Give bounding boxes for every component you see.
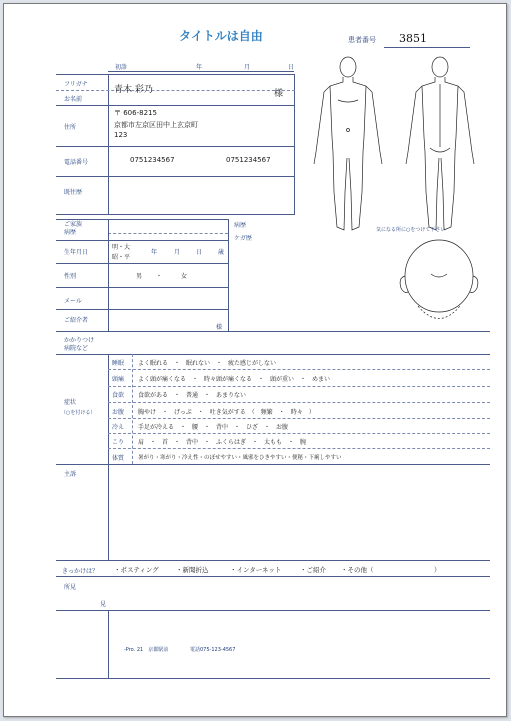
name-value[interactable]: 青木 彩乃 bbox=[114, 85, 153, 95]
name-honorific: 様 bbox=[274, 89, 284, 99]
patient-number[interactable]: 3851 bbox=[399, 32, 427, 45]
name-label: お名前 bbox=[64, 96, 83, 103]
family-history-label: ご家族 bbox=[64, 221, 83, 228]
phone-2[interactable]: 0751234567 bbox=[226, 156, 271, 164]
era-meiji-taisho[interactable]: 明・大 bbox=[112, 244, 131, 251]
birth-age: 歳 bbox=[218, 249, 225, 256]
email-label: メール bbox=[64, 298, 82, 305]
trigger-other[interactable]: ・その他（ bbox=[341, 566, 374, 574]
top-box-border bbox=[56, 74, 295, 75]
history-label: 病歴 bbox=[234, 222, 247, 229]
birthdate-label: 生年月日 bbox=[64, 249, 89, 256]
address-line1[interactable]: 京都市左京区田中上玄京町 bbox=[114, 121, 198, 129]
phone-1[interactable]: 0751234567 bbox=[130, 156, 175, 164]
trigger-internet[interactable]: ・インターネット bbox=[230, 566, 282, 574]
symptom-headache: 頭痛 bbox=[112, 376, 125, 383]
clinic-label: かかりつけ bbox=[64, 337, 95, 344]
first-visit-label: 初診 bbox=[115, 64, 128, 71]
symptom-stiffness: こり bbox=[112, 439, 125, 446]
referrer-label: ご紹介者 bbox=[64, 317, 89, 324]
gender-female[interactable]: 女 bbox=[181, 273, 188, 280]
birth-day: 日 bbox=[196, 249, 203, 256]
footer-company: -Pro. 21 京都駅前 bbox=[124, 647, 169, 653]
symptoms-note: （○を付ける） bbox=[61, 410, 96, 416]
past-history-label: 既往歴 bbox=[64, 189, 83, 196]
symptom-constitution-options[interactable]: 暑がり・寒がり・冷え性・のぼせやすい・風邪をひきやすい・便秘・下痢しやすい bbox=[138, 455, 342, 461]
trigger-label: きっかけは？ bbox=[62, 568, 99, 575]
address-label: 住所 bbox=[64, 124, 77, 131]
trigger-close-paren: ） bbox=[434, 566, 441, 574]
gender-label: 性別 bbox=[64, 273, 77, 280]
phone-label: 電話番号 bbox=[64, 159, 89, 166]
injury-history-label: ケガ歴 bbox=[234, 235, 252, 242]
clinic-label-2: 病院など bbox=[64, 345, 89, 352]
symptom-appetite-options[interactable]: 食欲がある ・ 普通 ・ あまりない bbox=[138, 392, 247, 399]
symptom-sleep: 睡眠 bbox=[112, 360, 125, 367]
first-visit-year: 年 bbox=[196, 64, 203, 71]
gender-male[interactable]: 男 bbox=[136, 273, 143, 280]
symptom-headache-options[interactable]: よく頭が痛くなる ・ 時々頭が痛くなる ・ 頭が重い ・ めまい bbox=[138, 376, 331, 383]
era-showa-heisei[interactable]: 昭・平 bbox=[112, 254, 131, 261]
symptom-stomach: お腹 bbox=[112, 409, 125, 416]
symptom-stiffness-options[interactable]: 肩 ・ 首 ・ 背中 ・ ふくらはぎ ・ 太もも ・ 腕 bbox=[138, 439, 307, 446]
symptom-cold-options[interactable]: 手足が冷える ・ 腰 ・ 背中 ・ ひざ ・ お腹 bbox=[138, 424, 289, 431]
symptom-stomach-options[interactable]: 胸やけ ・ げっぷ ・ 吐き気がする （ 頻繁 ・ 時々 ） bbox=[138, 409, 315, 416]
diagram-caption: 気になる所に○をつけて下さい bbox=[376, 227, 446, 233]
referrer-suffix: 様 bbox=[216, 324, 223, 331]
body-diagram-icon[interactable] bbox=[300, 52, 490, 237]
chief-complaint-label: 主訴 bbox=[64, 471, 77, 478]
form-title: タイトルは自由 bbox=[179, 29, 263, 43]
clinic-intake-form bbox=[3, 3, 507, 717]
head-diagram-icon[interactable] bbox=[396, 236, 482, 326]
symptom-sleep-options[interactable]: よく眠れる ・ 眠れない ・ 疲た感じがしない bbox=[138, 360, 277, 367]
symptom-appetite: 食欲 bbox=[112, 392, 125, 399]
gender-sep: ・ bbox=[156, 273, 163, 280]
symptom-constitution: 体質 bbox=[112, 455, 125, 462]
first-visit-day: 日 bbox=[288, 64, 295, 71]
findings-label: 所見 bbox=[64, 584, 77, 591]
postal-code[interactable]: 〒 606-8215 bbox=[114, 109, 157, 117]
family-history-label-2: 病歴 bbox=[64, 229, 77, 236]
symptom-cold: 冷え bbox=[112, 424, 125, 431]
birth-month: 月 bbox=[174, 249, 181, 256]
trigger-newspaper[interactable]: ・新聞折込 bbox=[176, 566, 209, 574]
birth-year: 年 bbox=[151, 249, 158, 256]
findings-label-end: 見 bbox=[100, 601, 107, 608]
footer-phone: 電話075-123-4567 bbox=[190, 647, 236, 653]
furigana-label: フリガナ bbox=[64, 81, 88, 88]
address-line2[interactable]: 123 bbox=[114, 131, 128, 139]
first-visit-month: 月 bbox=[244, 64, 251, 71]
patient-number-label: 患者番号 bbox=[348, 36, 376, 44]
symptoms-label: 症状 bbox=[64, 399, 77, 406]
trigger-posting[interactable]: ・ポスティング bbox=[114, 566, 159, 574]
patient-number-underline bbox=[384, 47, 470, 48]
trigger-referral[interactable]: ・ご紹介 bbox=[300, 566, 326, 574]
